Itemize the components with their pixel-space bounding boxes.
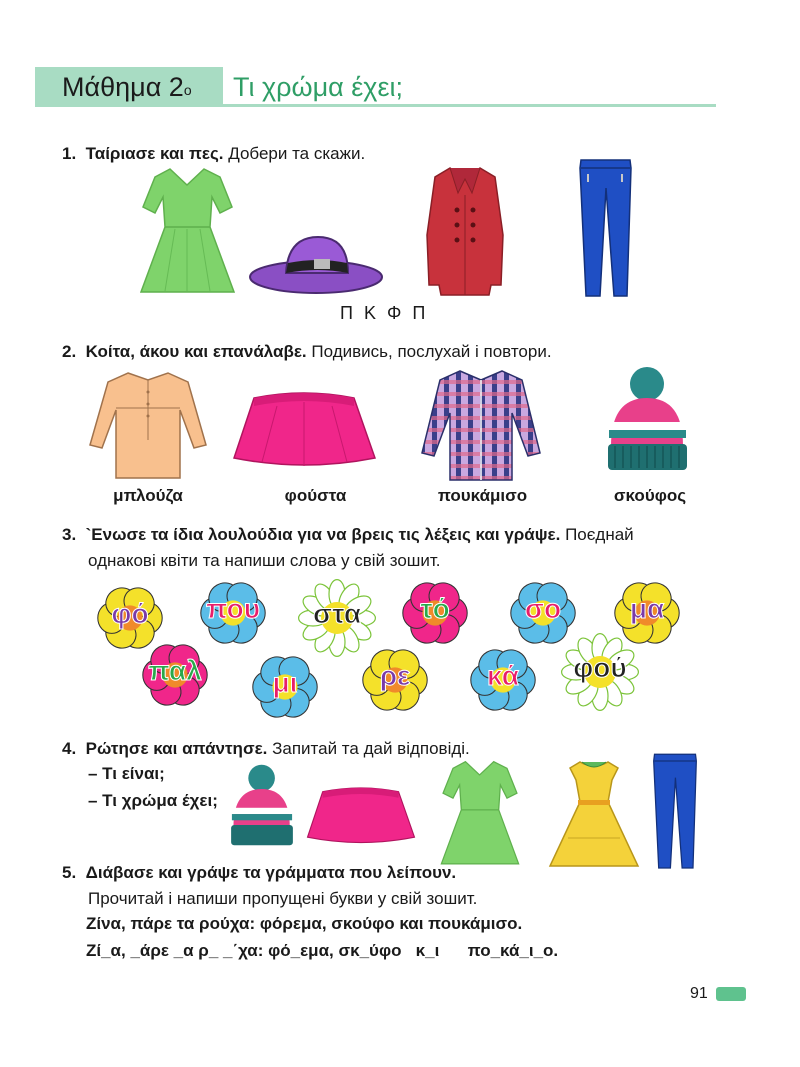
flower-syllable-6: μα — [629, 593, 665, 624]
flower-syllable-10: κά — [487, 660, 519, 691]
exercise-3-instruction-line2: однакові квіти та напиши слова у свій зошит. — [88, 551, 441, 570]
flower-syllable-8: μι — [272, 667, 298, 698]
flower-syllable-1: φό — [111, 598, 149, 629]
flower-syllable-4: τό — [420, 593, 450, 624]
lesson-title: Μάθημα $2^o$ — [62, 72, 192, 102]
exercise-5-instruction: 5. Διάβασε και γράψε τα γράμματα που λείπουν. — [62, 863, 457, 882]
question-what-is-it: – Τι είναι; — [88, 764, 165, 783]
question-what-color: – Τι χρώμα έχει; — [88, 791, 218, 810]
exercise-5-sentence: Ζίνα, πάρε τα ρούχα: φόρεμα, σκούφο και πουκάμισο. — [86, 914, 523, 933]
page-tab — [716, 987, 746, 1001]
exercise-1-instruction: 1. Ταίριασε και πες. Добери та скажи. — [62, 144, 366, 163]
green-dress-small-icon — [440, 760, 520, 868]
label-skirt: φούστα — [284, 486, 347, 505]
flower-syllable-5: σο — [524, 593, 562, 624]
label-shirt: πουκάμισο — [437, 486, 528, 505]
page-number: 91 — [690, 985, 708, 1002]
pink-skirt-small-icon — [306, 785, 416, 847]
flower-syllable-11: φού — [573, 652, 627, 683]
exercise-3-instruction: 3. `Ενωσε τα ίδια λουλούδια για να βρεις τις λέξεις και γράψε. Поєднай — [62, 525, 634, 544]
label-beanie: σκούφος — [613, 486, 687, 505]
pink-skirt-icon — [232, 390, 377, 470]
red-coat-icon — [425, 165, 505, 298]
blue-trousers-icon — [578, 158, 633, 300]
blouse-icon — [88, 370, 208, 480]
purple-hat-icon — [248, 233, 385, 298]
flower-syllable-7: παλ — [148, 655, 202, 686]
header-underline — [35, 104, 716, 107]
blue-trousers-small-icon — [652, 744, 698, 880]
yellow-dress-icon — [548, 758, 640, 870]
exercise-2-instruction: 2. Κοίτα, άκου και επανάλαβε. Подивись, послухай і повтори. — [62, 342, 552, 361]
flower-syllable-9: ρε — [379, 660, 411, 691]
flower-syllable-3: στα — [312, 598, 362, 629]
exercise-5-missing-letters: Ζί_α, _άρε _α ρ_ _΄χα: φό_εμα, σκ_ύφο κ_ι πο_κά_ι_ο. — [86, 941, 559, 960]
lesson-subtitle: Τι χρώμα έχει; — [233, 72, 404, 102]
beanie-icon — [605, 366, 690, 476]
beanie-small-icon — [228, 764, 296, 850]
plaid-shirt-icon — [420, 368, 542, 483]
green-dress-icon — [140, 167, 235, 297]
exercise-1-letters: Π Κ Φ Π — [340, 303, 426, 323]
exercise-4-instruction: 4. Ρώτησε και απάντησε. Запитай та дай відповіді. — [62, 739, 470, 758]
flower-syllable-2: που — [205, 593, 261, 624]
exercise-5-instruction-line2: Прочитай і напиши пропущені букви у свій зошит. — [88, 889, 478, 908]
label-blouse: μπλούζα — [113, 486, 183, 505]
